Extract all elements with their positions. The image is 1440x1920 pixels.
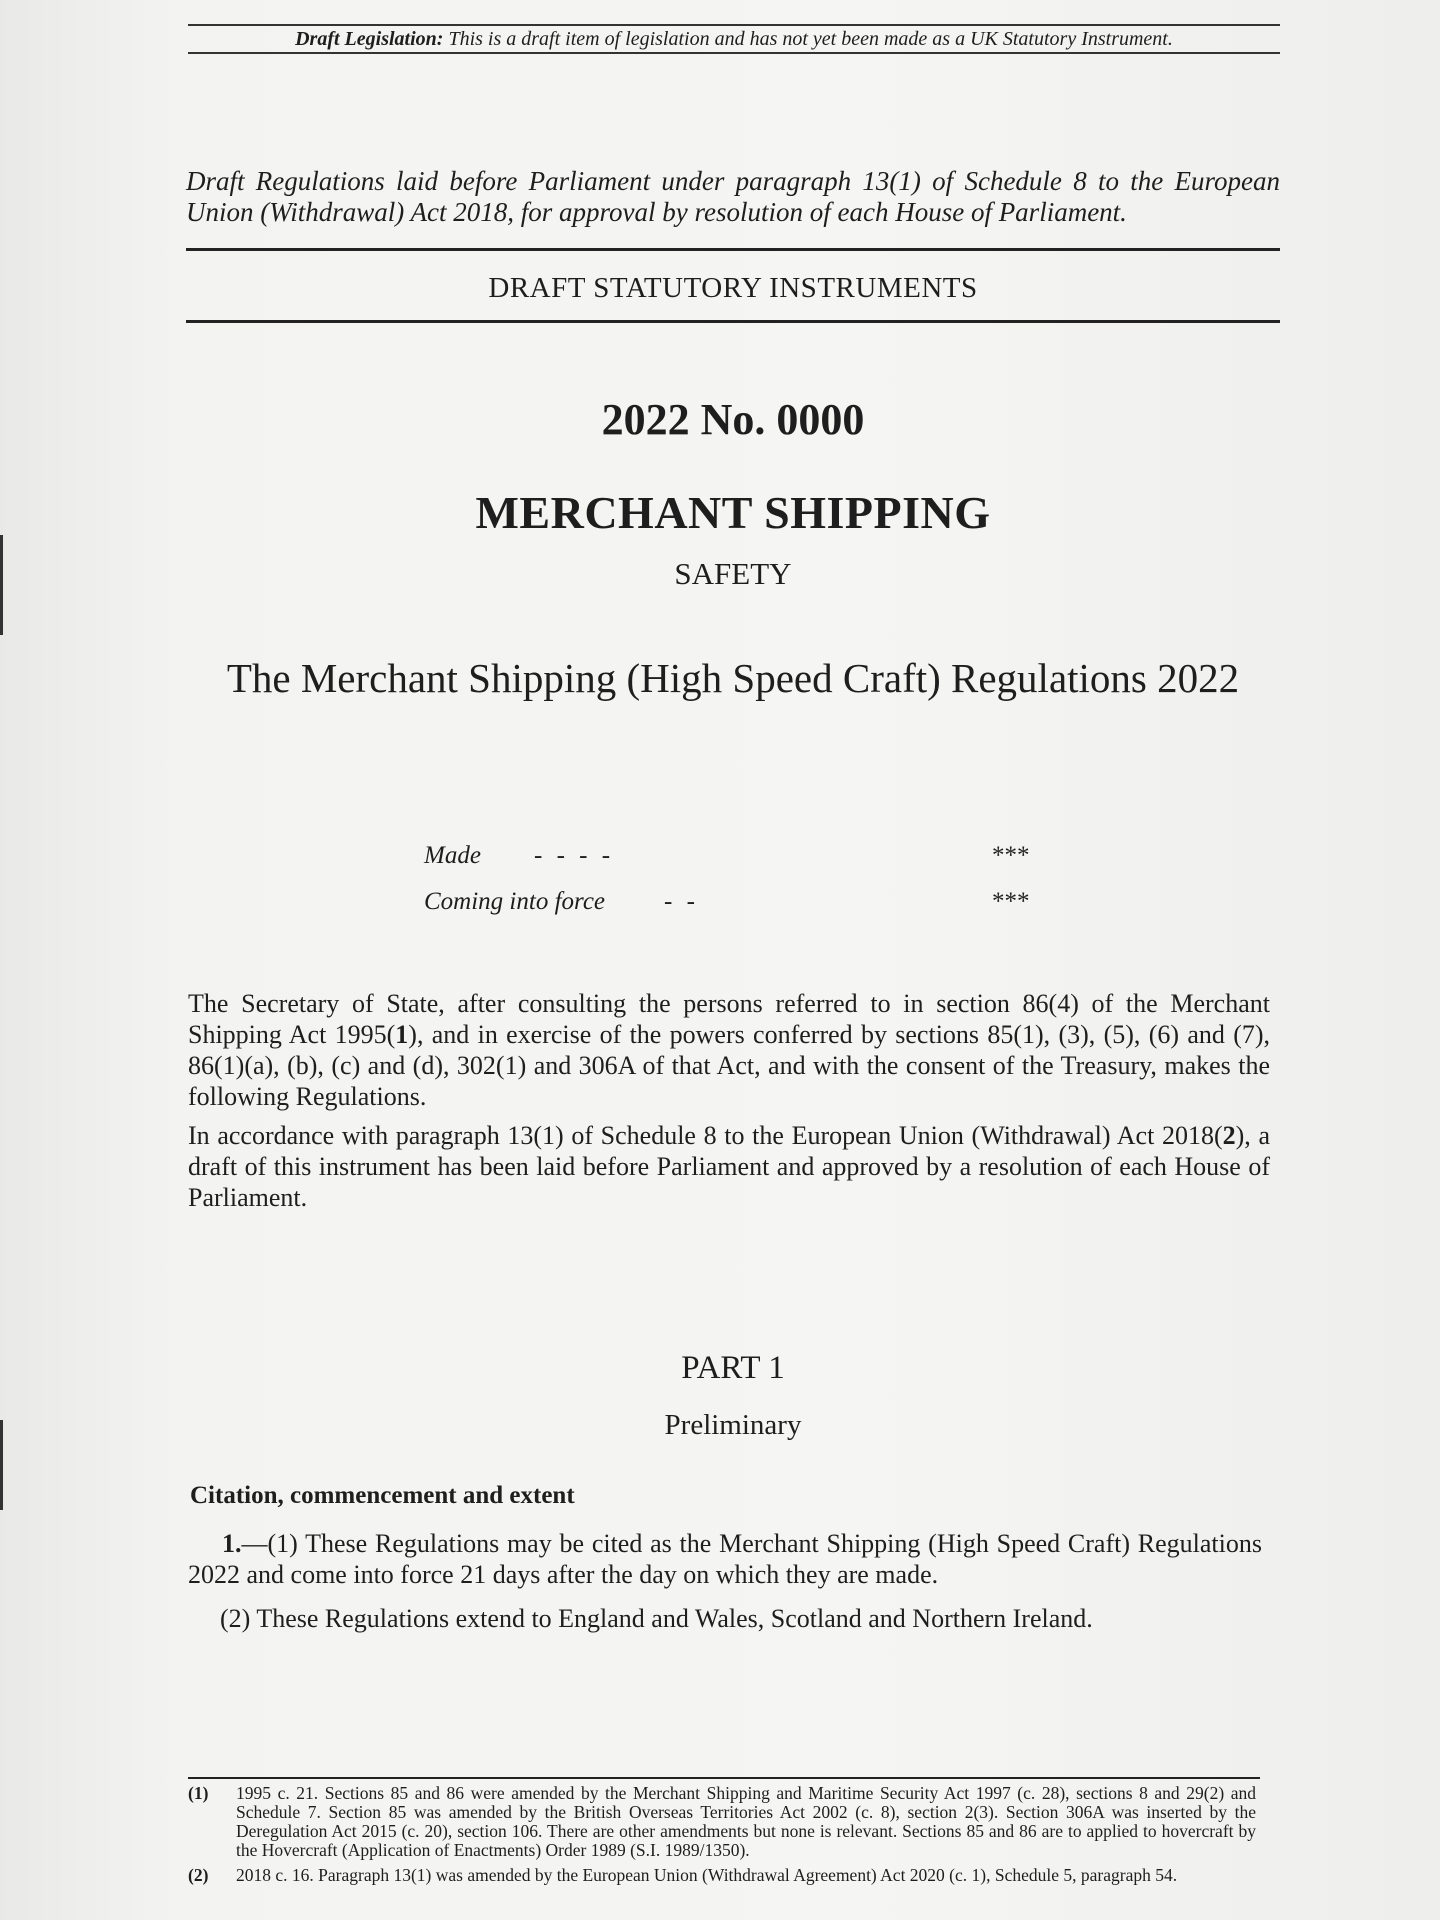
footnote-text: 2018 c. 16. Paragraph 13(1) was amended by the European Union (Withdrawal Agreement) Act 2020 (c. 1), Schedule 5, paragraph 54. [236, 1865, 1178, 1885]
footnote-2 [188, 1866, 1256, 1885]
footnote-rule [188, 1777, 1260, 1779]
made-value: *** [992, 842, 1030, 869]
regulation-text: —(1) These Regulations may be cited as the Merchant Shipping (High Speed Craft) Regulations 2022 and come into force 21 days after the day on which they are made. [188, 1529, 1262, 1589]
footnote-text: 1995 c. 21. Sections 85 and 86 were amended by the Merchant Shipping and Maritime Security Act 1997 (c. 28), sections 8 and 29(2) and Schedule 7. Section 85 was amended by the British Overseas Territories Act 2002 (c. 8), section 2(3). Section 306A was inserted by the Deregulation Act 2015 (c. 20), section 106. There are other amendments but none is relevant. Sections 85 and 86 are to applied to hovercraft by the Hovercraft (Application of Enactments) Order 1989 (S.I. 1989/1350). [236, 1783, 1256, 1860]
section-heading: Citation, commencement and extent [190, 1482, 575, 1509]
page-edge-mark [0, 1420, 3, 1510]
footnote-ref-1[interactable]: 1 [395, 1020, 409, 1049]
made-row [424, 842, 1044, 888]
regulation-title: The Merchant Shipping (High Speed Craft) Regulations 2022 [226, 655, 1240, 701]
subsubject-heading: SAFETY [674, 556, 792, 591]
footnote-mark: (1) [188, 1783, 209, 1803]
preamble-text: The Secretary of State, after consulting the persons referred to in section 86(4) of the Merchant Shipping Act 1995( [188, 989, 1270, 1049]
banner-top-rule [188, 24, 1280, 26]
coming-into-force-dashes: - - [664, 888, 699, 915]
instrument-series: DRAFT STATUTORY INSTRUMENTS [488, 272, 978, 304]
divider-rule [186, 320, 1280, 323]
preamble-text: In accordance with paragraph 13(1) of Schedule 8 to the European Union (Withdrawal) Act 2018( [188, 1121, 1223, 1150]
part-heading: PART 1 [681, 1350, 785, 1386]
part-title: Preliminary [664, 1409, 802, 1441]
made-label: Made [424, 842, 481, 869]
footnote-ref-2[interactable]: 2 [1222, 1121, 1236, 1150]
draft-banner-text: This is a draft item of legislation and has not yet been made as a UK Statutory Instrument. [448, 28, 1173, 50]
banner-bottom-rule [188, 52, 1280, 54]
dates-table [424, 842, 1044, 934]
preamble-text: ), a draft of this instrument has been laid before Parliament and approved by a resolution of each House of Parliament. [188, 1121, 1271, 1212]
preamble-text: ), and in exercise of the powers conferred by sections 85(1), (3), (5), (6) and (7), 86(1)(a), (b), (c) and (d), 302(1) and 306A of that Act, and with the consent of the Treasury, makes the following Regulations. [188, 1020, 1271, 1111]
preamble-paragraph-1 [188, 988, 1270, 1112]
regulation-1-paragraph-2: (2) These Regulations extend to England and Wales, Scotland and Northern Ireland. [220, 1604, 1093, 1633]
footnote-mark: (2) [188, 1865, 209, 1885]
draft-banner-label: Draft Legislation: [295, 28, 444, 50]
page-edge-mark [0, 535, 3, 635]
subject-heading: MERCHANT SHIPPING [475, 487, 991, 538]
instrument-number: 2022 No. 0000 [601, 395, 865, 444]
draft-banner [188, 28, 1280, 51]
coming-into-force-value: *** [992, 888, 1030, 915]
regulation-number: 1. [222, 1529, 242, 1558]
coming-into-force-label: Coming into force [424, 888, 606, 915]
laying-statement: Draft Regulations laid before Parliament under paragraph 13(1) of Schedule 8 to the European Union (Withdrawal) Act 2018, for approval by resolution of each House of Parliament. [186, 166, 1280, 227]
made-dashes: - - - - [534, 842, 615, 869]
divider-rule [186, 248, 1280, 251]
preamble-paragraph-2 [188, 1120, 1270, 1213]
footnote-1 [188, 1784, 1256, 1860]
regulation-1-paragraph-1 [188, 1528, 1262, 1590]
coming-into-force-row [424, 888, 1044, 934]
